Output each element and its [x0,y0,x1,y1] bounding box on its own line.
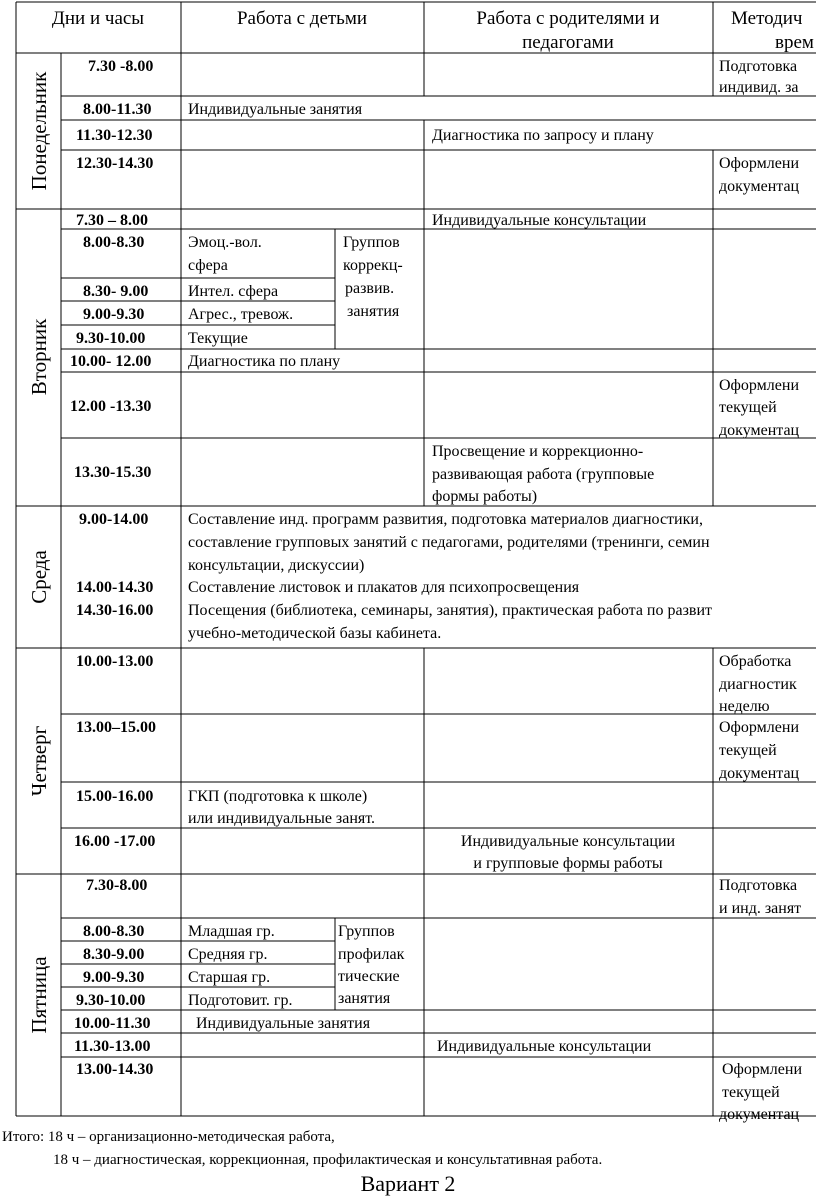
time-slot: 12.00 -13.30 [70,398,152,415]
method-cell: документац [719,178,800,195]
time-slot: 12.30-14.30 [76,155,154,172]
parents-cell: Просвещение и коррекционно- [432,443,644,460]
time-slot: 8.30-9.00 [83,946,145,963]
group-cell: профилак [338,946,405,963]
header-parents-line1: Работа с родителями и [476,8,660,29]
time-slot: 9.30-10.00 [76,330,146,347]
children-cell: ГКП (подготовка к школе) [188,788,368,805]
method-cell: текущей [722,1084,780,1101]
time-slot: 7.30 – 8.00 [76,212,148,229]
children-cell: Индивидуальные занятия [188,101,363,118]
method-cell: Оформлени [719,377,800,394]
wednesday-text: консультации, дискуссии) [188,557,365,574]
total-line-2: 18 ч – диагностическая, коррекционная, профилактическая и консультативная работа. [53,1152,603,1168]
time-slot: 11.30-13.00 [74,1038,151,1055]
time-slot: 9.00-14.00 [79,511,149,528]
children-cell: Младшая гр. [188,923,275,940]
method-cell: диагностик [719,676,797,693]
method-cell: документац [719,765,800,782]
day-monday: Понедельник [27,71,51,191]
time-slot: 7.30 -8.00 [88,58,154,75]
group-cell: коррекц- [343,257,403,274]
method-cell: Подготовка [719,58,798,75]
wednesday-text: составление групповых занятий с педагогами, родителями (тренинги, семин [188,534,710,551]
day-friday: Пятница [27,956,51,1034]
children-cell: Индивидуальные занятия [196,1015,371,1032]
wednesday-text: учебно-методической базы кабинета. [188,625,442,642]
parents-cell: Диагностика по запросу и плану [432,127,654,144]
time-slot: 9.00-9.30 [83,969,145,986]
children-cell: Средняя гр. [188,946,268,963]
time-slot: 15.00-16.00 [76,788,154,805]
children-cell: Текущие [188,330,248,347]
monday-block [76,58,800,195]
method-cell: неделю [719,698,770,715]
parents-cell: Индивидуальные консультации [432,212,647,229]
wednesday-block [76,511,712,642]
parents-cell: и групповые формы работы [473,855,663,872]
children-cell: Подготовит. гр. [188,992,293,1009]
day-wednesday: Среда [27,550,51,604]
children-cell: или индивидуальные занят. [188,810,376,827]
time-slot: 8.30- 9.00 [83,283,149,300]
tuesday-block [70,212,800,505]
children-cell: Старшая гр. [188,969,271,986]
header-parents-line2: педагогами [522,32,614,53]
method-cell: Обработка [719,653,792,670]
time-slot: 14.00-14.30 [76,579,154,596]
time-slot: 10.00-11.30 [74,1015,151,1032]
time-slot: 13.00-14.30 [76,1061,154,1078]
children-cell: сфера [188,257,228,274]
group-cell: Группов [338,923,395,940]
children-cell: Диагностика по плану [188,353,341,370]
time-slot: 7.30-8.00 [86,877,148,894]
method-cell: текущей [719,742,777,759]
time-slot: 8.00-8.30 [83,234,145,251]
method-cell: Оформлени [719,719,800,736]
method-cell: документац [719,1106,800,1123]
table-header [52,8,814,53]
wednesday-text: Посещения (библиотека, семинары, занятия), практическая работа по развит [188,602,713,619]
thursday-block [74,653,800,872]
header-children: Работа с детьми [236,8,368,29]
time-slot: 8.00-8.30 [83,923,145,940]
method-cell: Оформлени [722,1061,803,1078]
day-thursday: Четверг [27,725,51,797]
parents-cell: Индивидуальные консультации [437,1038,652,1055]
group-cell: занятия [347,303,400,320]
time-slot: 13.30-15.30 [74,464,152,481]
time-slot: 8.00-11.30 [83,101,152,118]
time-slot: 13.00–15.00 [76,719,156,736]
wednesday-text: Составление листовок и плакатов для психопросвещения [188,579,580,596]
parents-cell: развивающая работа (групповые [432,466,655,483]
header-method-line2: врем [775,32,814,53]
children-cell: Интел. сфера [188,283,279,300]
method-cell: Подготовка [719,877,798,894]
friday-block [74,877,802,1123]
time-slot: 16.00 -17.00 [74,833,156,850]
day-tuesday: Вторник [27,318,51,396]
time-slot: 9.00-9.30 [83,306,145,323]
time-slot: 10.00- 12.00 [70,353,152,370]
method-cell: документац [719,422,800,439]
parents-cell: Индивидуальные консультации [460,833,676,850]
time-slot: 9.30-10.00 [76,992,146,1009]
variant-label: Вариант 2 [360,1171,456,1196]
group-cell: тические [338,968,400,985]
method-cell: и инд. занят [719,900,802,917]
total-line-1: Итого: 18 ч – организационно-методическая работа, [2,1129,335,1145]
parents-cell: формы работы) [432,488,538,505]
method-cell: Оформлени [719,155,800,172]
time-slot: 14.30-16.00 [76,602,154,619]
group-cell: занятия [338,990,391,1007]
time-slot: 10.00-13.00 [76,653,154,670]
group-cell: Группов [343,234,400,251]
time-slot: 11.30-12.30 [76,127,153,144]
group-cell: развив. [345,280,395,297]
method-cell: текущей [719,399,777,416]
children-cell: Эмоц.-вол. [188,234,262,251]
method-cell: индивид. за [719,79,799,96]
header-method-line1: Методич [731,8,803,29]
children-cell: Агрес., тревож. [188,306,294,323]
header-days: Дни и часы [51,8,145,29]
wednesday-text: Составление инд. программ развития, подготовка материалов диагностики, [188,511,703,528]
